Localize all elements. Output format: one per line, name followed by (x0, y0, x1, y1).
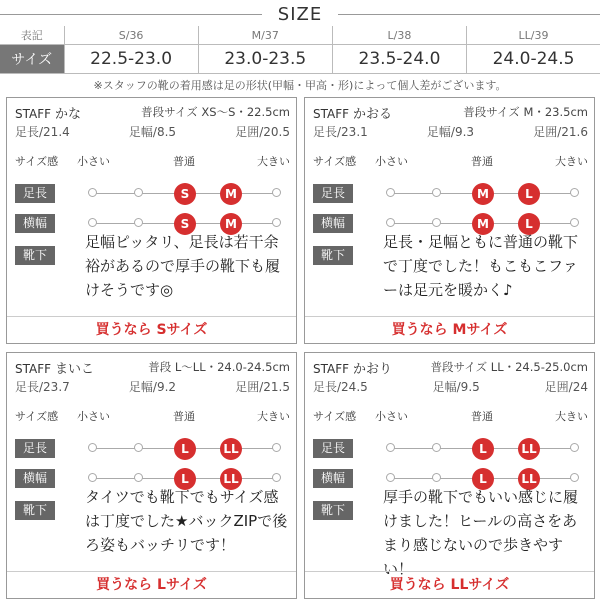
socks-tag: 靴下 (15, 501, 55, 520)
size-table-header-cell: S/36 (64, 26, 198, 45)
length-scale (7, 438, 296, 460)
staff-label: STAFF (313, 107, 350, 121)
measurement: 足長/21.4 (15, 125, 70, 139)
scale-dot (272, 188, 281, 197)
scale-dot (570, 218, 579, 227)
staff-label: STAFF (15, 107, 52, 121)
small-label: 小さい (77, 410, 110, 423)
staff-comment: 厚手の靴下でもいい感じに履けました！ヒールの高さをあまり感じないので歩きやすい！ (383, 488, 579, 578)
size-mark: LL (220, 438, 242, 460)
socks-tag: 靴下 (313, 501, 353, 520)
measurement: 足幅/8.5 (128, 125, 177, 139)
staff-name: かおる (353, 107, 393, 122)
large-label: 大きい (555, 410, 588, 423)
staff-card (304, 352, 595, 599)
scale-dot (272, 473, 281, 482)
staff-card (6, 352, 297, 599)
scale-dot (386, 473, 395, 482)
foot-measurements (313, 123, 588, 140)
size-table-cell: 24.0-24.5 (467, 45, 600, 74)
usual-size: 普段 L〜LL・24.0-24.5cm (148, 360, 290, 374)
size-mark: L (518, 213, 540, 235)
size-mark: M (220, 213, 242, 235)
title-divider-right (338, 14, 600, 15)
usual-size: 普段サイズ LL・24.5-25.0cm (430, 360, 588, 374)
small-label: 小さい (375, 410, 408, 423)
size-table (0, 26, 600, 74)
scale-dot (386, 188, 395, 197)
size-table-row (0, 45, 600, 74)
staff-label: STAFF (15, 362, 52, 376)
scale-dot (134, 218, 143, 227)
staff-label: STAFF (313, 362, 350, 376)
size-table-header-cell: M/37 (198, 26, 332, 45)
normal-label: 普通 (471, 410, 493, 423)
measurement: 足長/23.1 (313, 125, 368, 139)
size-mark: M (472, 183, 494, 205)
scale-dot (570, 443, 579, 452)
title-divider-left (0, 14, 262, 15)
staff-card (304, 97, 595, 344)
foot-measurements (313, 378, 588, 395)
size-mark: L (518, 183, 540, 205)
measurement: 足幅/9.2 (128, 380, 177, 394)
scale-dot (88, 188, 97, 197)
recommendation: 買うなら Sサイズ (7, 316, 296, 343)
staff-comment: 足幅ピッタリ、足長は若干余裕があるので厚手の靴下も履けそうです◎ (85, 233, 281, 299)
scale-dot (88, 218, 97, 227)
staff-name: まいこ (55, 362, 95, 377)
scale-dot (134, 473, 143, 482)
staff-comment: タイツでも靴下でもサイズ感は丁度でした★バックZIPで後ろ姿もバッチリです！ (85, 488, 288, 554)
normal-label: 普通 (173, 155, 195, 168)
large-label: 大きい (257, 410, 290, 423)
recommendation: 買うなら Mサイズ (305, 316, 594, 343)
size-mark: LL (518, 438, 540, 460)
scale-dot (88, 473, 97, 482)
width-tag: 横幅 (15, 469, 55, 488)
socks-tag: 靴下 (15, 246, 55, 265)
scale-dot (432, 188, 441, 197)
staff-heading (313, 358, 392, 377)
fit-note: ※スタッフの靴の着用感は足の形状(甲幅・甲高・形)によって個人差がございます。 (93, 79, 507, 92)
size-table-cell: 23.0-23.5 (198, 45, 332, 74)
scale-dot (432, 473, 441, 482)
size-mark: LL (518, 468, 540, 490)
size-mark: L (174, 438, 196, 460)
length-scale (305, 183, 594, 205)
length-tag: 足長 (15, 439, 55, 458)
length-tag: 足長 (313, 184, 353, 203)
size-table-header-cell: LL/39 (467, 26, 600, 45)
measurement: 足幅/9.5 (432, 380, 480, 394)
size-sense-label: サイズ感 (15, 410, 59, 423)
measurement: 足囲/21.6 (533, 125, 588, 139)
measurement: 足囲/20.5 (235, 125, 290, 139)
size-sense-label: サイズ感 (15, 155, 59, 168)
normal-label: 普通 (471, 155, 493, 168)
large-label: 大きい (555, 155, 588, 168)
size-mark: L (472, 438, 494, 460)
scale-dot (134, 188, 143, 197)
size-mark: M (220, 183, 242, 205)
measurement: 足長/23.7 (15, 380, 70, 394)
size-sense-label: サイズ感 (313, 155, 357, 168)
scale-dot (386, 443, 395, 452)
staff-comment: 足長・足幅ともに普通の靴下で丁度でした！もこもこファーは足元を暖かく♪ (383, 233, 579, 299)
scale-dot (432, 443, 441, 452)
scale-dot (432, 218, 441, 227)
staff-name: かな (55, 107, 82, 122)
measurement: 足長/24.5 (313, 380, 368, 394)
length-tag: 足長 (15, 184, 55, 203)
usual-size: 普段サイズ XS〜S・22.5cm (141, 105, 290, 119)
size-row-label: サイズ (0, 45, 64, 74)
small-label: 小さい (77, 155, 110, 168)
size-table-cell: 23.5-24.0 (332, 45, 466, 74)
normal-label: 普通 (173, 410, 195, 423)
scale-dot (272, 443, 281, 452)
page-title: SIZE (277, 4, 323, 25)
large-label: 大きい (257, 155, 290, 168)
length-scale (7, 183, 296, 205)
foot-measurements (15, 378, 290, 395)
size-sense-label: サイズ感 (313, 410, 357, 423)
size-table-header (0, 26, 600, 45)
staff-heading (15, 358, 94, 377)
staff-heading (15, 103, 81, 122)
length-scale (305, 438, 594, 460)
width-tag: 横幅 (313, 469, 353, 488)
socks-tag: 靴下 (313, 246, 353, 265)
size-mark: L (174, 468, 196, 490)
scale-dot (386, 218, 395, 227)
size-mark: S (174, 183, 196, 205)
scale-dot (570, 188, 579, 197)
foot-measurements (15, 123, 290, 140)
size-table-header-cell: 表記 (20, 29, 43, 42)
size-table-cell: 22.5-23.0 (64, 45, 198, 74)
scale-dot (272, 218, 281, 227)
length-tag: 足長 (313, 439, 353, 458)
size-mark: M (472, 213, 494, 235)
recommendation: 買うなら Lサイズ (7, 571, 296, 598)
measurement: 足囲/24 (544, 380, 588, 394)
size-table-header-cell: L/38 (332, 26, 466, 45)
scale-dot (88, 443, 97, 452)
measurement: 足囲/21.5 (235, 380, 290, 394)
staff-heading (313, 103, 392, 122)
scale-dot (570, 473, 579, 482)
width-tag: 横幅 (15, 214, 55, 233)
staff-name: かおり (353, 362, 393, 377)
staff-card (6, 97, 297, 344)
size-mark: L (472, 468, 494, 490)
size-mark: S (174, 213, 196, 235)
recommendation: 買うなら LLサイズ (305, 571, 594, 598)
scale-dot (134, 443, 143, 452)
usual-size: 普段サイズ M・23.5cm (463, 105, 588, 119)
measurement: 足幅/9.3 (426, 125, 475, 139)
size-mark: LL (220, 468, 242, 490)
small-label: 小さい (375, 155, 408, 168)
width-tag: 横幅 (313, 214, 353, 233)
